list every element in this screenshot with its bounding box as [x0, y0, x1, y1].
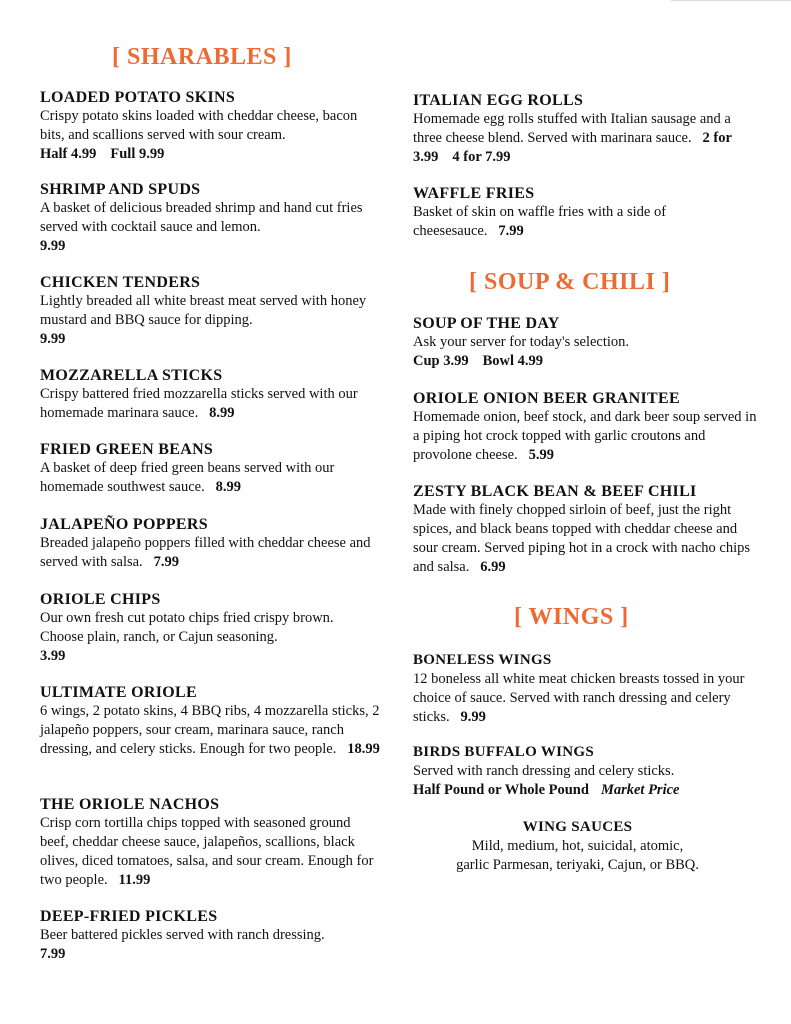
menu-item — [40, 273, 380, 349]
item-desc: 12 boneless all white meat chicken breasts tossed in your choice of sauce. Served with ranch dressing and celery sticks. 9.99 — [413, 671, 745, 725]
item-price: 11.99 — [118, 872, 151, 888]
item-price: 4 for 7.99 — [452, 149, 511, 165]
item-price: Cup 3.99 — [413, 353, 469, 369]
item-name: CHICKEN TENDERS — [40, 274, 201, 291]
item-price: 9.99 — [40, 238, 66, 254]
item-desc: Crisp corn tortilla chips topped with seasoned ground beef, cheddar cheese sauce, jalapeños, scallions, black olives, diced tomatoes, salsa, and sour cream. Enough for two people. 11.99 — [40, 815, 374, 888]
item-price: 3.99 — [40, 648, 66, 664]
item-name: JALAPEÑO POPPERS — [40, 516, 208, 533]
menu-item — [413, 184, 758, 241]
item-name: ORIOLE CHIPS — [40, 591, 161, 608]
item-price: Half Pound or Whole Pound — [413, 782, 589, 798]
menu-item — [40, 683, 380, 759]
sharables-title: [ SHARABLES ] — [112, 44, 292, 70]
menu-item — [40, 590, 380, 666]
item-desc: Ask your server for today's selection. Cup 3.99 Bowl 4.99 — [413, 334, 630, 369]
item-name: SOUP OF THE DAY — [413, 315, 560, 332]
item-name: BIRDS BUFFALO WINGS — [413, 744, 595, 760]
menu-item — [413, 389, 758, 465]
item-price: 6.99 — [480, 559, 506, 575]
item-desc: Made with finely chopped sirloin of beef, just the right spices, and black beans topped with cheddar cheese and sour cream. Served piping hot in a crock with nacho chips and salsa. 6.99 — [413, 502, 751, 575]
menu-item — [413, 91, 758, 167]
menu-item — [40, 88, 380, 164]
menu-item — [40, 180, 380, 256]
item-price: 5.99 — [528, 447, 554, 463]
item-desc: Breaded jalapeño poppers filled with cheddar cheese and served with salsa. 7.99 — [40, 535, 371, 570]
item-price: 2 for 3.99 — [413, 130, 732, 165]
menu-item — [40, 515, 380, 572]
item-name: ULTIMATE ORIOLE — [40, 684, 197, 701]
item-name: BONELESS WINGS — [413, 652, 552, 668]
item-price: 7.99 — [153, 554, 179, 570]
item-price: 18.99 — [347, 741, 380, 757]
item-price: 7.99 — [40, 946, 66, 962]
item-name: ORIOLE ONION BEER GRANITEE — [413, 390, 680, 407]
item-desc: Lightly breaded all white breast meat served with honey mustard and BBQ sauce for dipping. 9.99 — [40, 293, 367, 347]
wing-sauces-line: garlic Parmesan, teriyaki, Cajun, or BBQ. — [456, 857, 699, 873]
wing-sauces-line: Mild, medium, hot, suicidal, atomic, — [471, 838, 684, 854]
item-name: WAFFLE FRIES — [413, 185, 535, 202]
item-desc: Homemade onion, beef stock, and dark beer soup served in a piping hot crock topped with garlic croutons and provolone cheese. 5.99 — [413, 409, 757, 463]
item-name: MOZZARELLA STICKS — [40, 367, 223, 384]
item-price: Full 9.99 — [110, 146, 165, 162]
item-price: 8.99 — [209, 405, 235, 421]
menu-item — [413, 482, 758, 577]
item-desc: Beer battered pickles served with ranch dressing. 7.99 — [40, 927, 325, 962]
soup-chili-title: [ SOUP & CHILI ] — [469, 269, 671, 295]
right-column — [413, 0, 758, 1024]
item-price: Bowl 4.99 — [482, 353, 544, 369]
item-name: LOADED POTATO SKINS — [40, 89, 236, 106]
item-desc: Basket of skin on waffle fries with a side of cheesesauce. 7.99 — [413, 204, 667, 239]
market-price: Market Price — [600, 782, 680, 798]
wing-sauces — [405, 818, 750, 875]
menu-item — [40, 795, 380, 890]
item-price: Half 4.99 — [40, 146, 97, 162]
item-desc: A basket of delicious breaded shrimp and hand cut fries served with cocktail sauce and lemon. 9.99 — [40, 200, 363, 254]
item-price: 8.99 — [215, 479, 241, 495]
menu-item — [413, 743, 758, 800]
item-desc: Served with ranch dressing and celery sticks. Half Pound or Whole Pound Market Price — [413, 763, 680, 798]
item-price: 9.99 — [460, 709, 486, 725]
item-name: THE ORIOLE NACHOS — [40, 796, 220, 813]
menu-item — [40, 440, 380, 497]
menu-item — [40, 366, 380, 423]
item-desc: A basket of deep fried green beans served with our homemade southwest sauce. 8.99 — [40, 460, 335, 495]
item-desc: Crispy potato skins loaded with cheddar cheese, bacon bits, and scallions served with sour cream. Half 4.99 Full 9.99 — [40, 108, 358, 162]
wings-title: [ WINGS ] — [514, 604, 629, 630]
menu-item — [40, 907, 380, 964]
item-name: SHRIMP AND SPUDS — [40, 181, 201, 198]
item-desc: Crispy battered fried mozzarella sticks served with our homemade marinara sauce. 8.99 — [40, 386, 358, 421]
item-name: ZESTY BLACK BEAN & BEEF CHILI — [413, 483, 697, 500]
left-column — [40, 0, 380, 1024]
item-desc: Our own fresh cut potato chips fried crispy brown. Choose plain, ranch, or Cajun seasoning. 3.99 — [40, 610, 334, 664]
item-name: FRIED GREEN BEANS — [40, 441, 214, 458]
item-price: 9.99 — [40, 331, 66, 347]
item-desc: Homemade egg rolls stuffed with Italian sausage and a three cheese blend. Served with marinara sauce. 2 for 3.99 4 for 7.99 — [413, 111, 732, 165]
item-desc: 6 wings, 2 potato skins, 4 BBQ ribs, 4 mozzarella sticks, 2 jalapeño poppers, sour cream, marinara sauce, ranch dressing, and celery sticks. Enough for two people. 18.99 — [40, 703, 380, 757]
wing-sauces-title: WING SAUCES — [522, 819, 633, 835]
menu-item — [413, 314, 758, 371]
item-price: 7.99 — [498, 223, 524, 239]
item-name: ITALIAN EGG ROLLS — [413, 92, 584, 109]
item-name: DEEP-FRIED PICKLES — [40, 908, 218, 925]
menu-item — [413, 651, 758, 727]
